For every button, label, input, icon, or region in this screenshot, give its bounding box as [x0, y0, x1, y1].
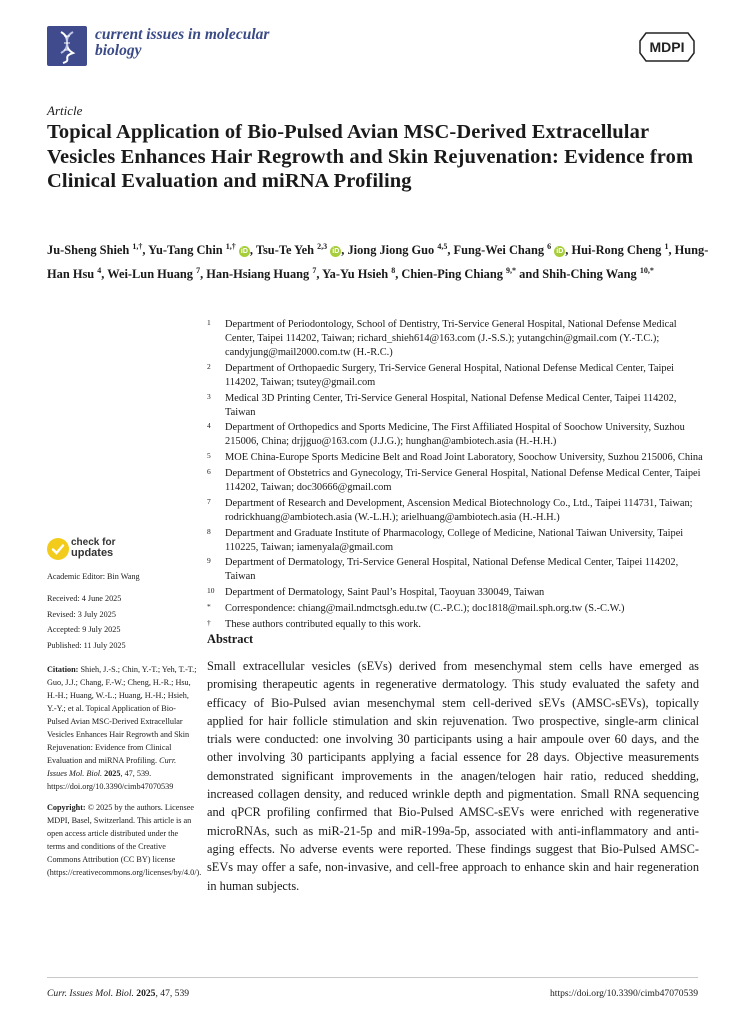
affiliation-number: †	[207, 617, 211, 627]
author-name: Jiong Jiong Guo	[347, 243, 438, 258]
author-affiliation-mark: 8	[391, 265, 396, 275]
dates	[47, 591, 197, 653]
affiliation-number: *	[207, 601, 211, 611]
citation-year: 2025	[102, 769, 121, 778]
author-affiliation-mark: 1,†	[132, 242, 143, 251]
author[interactable]	[322, 267, 395, 281]
affiliation-number: 7	[207, 496, 211, 506]
mdpi-logo-icon[interactable]	[636, 31, 698, 63]
affiliation-item	[207, 362, 707, 390]
author-affiliation-mark: 1	[664, 242, 669, 251]
footer-citation	[47, 988, 189, 999]
affiliation-text: Department of Dermatology, Tri-Service General Hospital, National Defense Medical Center, Taipei 114202, Taiwan	[225, 557, 679, 583]
author[interactable]	[206, 267, 316, 281]
affiliation-number: 3	[207, 391, 211, 401]
check-for-updates-line1: check for	[71, 537, 116, 548]
academic-editor: Academic Editor: Bin Wang	[47, 572, 140, 581]
affiliation-text: MOE China-Europe Sports Medicine Belt and Road Joint Laboratory, Soochow University, Suzhou 215006, China	[225, 452, 703, 464]
citation-journal: Curr. Issues Mol. Biol.	[47, 756, 177, 778]
footer-journal: Curr. Issues Mol. Biol.	[47, 988, 134, 999]
published-date: Published: 11 July 2025	[47, 640, 126, 650]
footer-volume: , 47, 539	[155, 988, 190, 999]
affiliation-number: 9	[207, 556, 211, 566]
affiliation-item	[207, 318, 707, 360]
author-affiliation-mark: 7	[312, 265, 317, 275]
author-name: Han-Hsiang Huang	[206, 266, 313, 281]
author-affiliation-mark: 9,*	[506, 265, 517, 275]
check-for-updates-icon	[47, 538, 69, 560]
accepted-date: Accepted: 9 July 2025	[47, 625, 121, 634]
orcid-icon[interactable]: iD	[556, 248, 564, 256]
affiliation-item	[207, 467, 707, 495]
citation-tail[interactable]: , 47, 539. https://doi.org/10.3390/cimb47070539	[47, 769, 174, 791]
affiliation-item	[207, 556, 707, 584]
author-name: Shih-Ching Wang	[542, 266, 640, 281]
sidebar	[47, 570, 202, 887]
orcid-icon[interactable]: iD	[332, 248, 340, 256]
affiliations	[207, 318, 707, 634]
affiliation-text: Department and Graduate Institute of Pharmacology, College of Medicine, National Taiwan University, Taipei 110225, Taiwan; iamenyala@gmail.com	[225, 527, 684, 553]
author-name: Hung-Han Hsu	[47, 243, 709, 281]
footer-divider	[47, 977, 698, 978]
affiliation-item	[207, 421, 707, 449]
copyright-text: © 2025 by the authors. Licensee MDPI, Basel, Switzerland. This article is an open access article distributed under the terms and conditions of the Creative Commons Attribution (CC BY) license (https://creativecommons.org/licenses/by/4.0/).	[47, 803, 202, 877]
abstract-text: Small extracellular vesicles (sEVs) derived from mesenchymal stem cells have emerged as promising therapeutic agents in regenerative dermatology. This study evaluated the safety and efficacy of Bio-Pulsed avian mesenchymal stem cell-derived sEVs (AMSC-sEVs), topically applied for hair follicle stimulation and skin rejuvenation. Two prospective, single-arm clinical trials were conducted: one involving 30 participants using a hair ampoule over 60 days, and the other involving 30 participants applying a facial essence for 28 days. Objective measurements demonstrated significant improvements in the anagen/telogen hair ratio, reduced shedding, increased collagen density, and reduced wrinkle depth and pigmentation. Small RNA sequencing and qPCR profiling confirmed that Bio-Pulsed AMSC-sEVs were enriched with regenerative microRNAs, such as miR-21-5p and miR-199a-5p, associated with anti-inflammatory and anti-aging effects. No adverse events were reported. These findings suggest that Bio-Pulsed AMSC-sEVs may offer a safe, non-invasive, and cell-free approach to enhance skin and hair regeneration in human subjects.	[207, 659, 699, 893]
affiliation-number: 6	[207, 466, 211, 476]
article-type: Article	[47, 103, 83, 118]
author-name: Tsu-Te Yeh	[255, 243, 318, 258]
affiliation-number: 1	[207, 318, 211, 327]
affiliation-item	[207, 451, 707, 465]
affiliation-text: These authors contributed equally to this work.	[225, 618, 421, 630]
affiliation-text: Department of Orthopaedic Surgery, Tri-Service General Hospital, National Defense Medical Center, Taipei 114202, Taiwan; tsutey@gmail.com	[225, 362, 675, 388]
affiliation-text: Department of Periodontology, School of Dentistry, Tri-Service General Hospital, National Defense Medical Center, Taipei 114202, Taiwan; richard_shieh614@163.com (J.-S.S.); yutangchin@gmail.com (Y.-T.C.); candyjung@mail2000.com.tw (H.-R.C.)	[225, 319, 677, 358]
affiliation-item	[207, 497, 707, 525]
received-date: Received: 4 June 2025	[47, 594, 122, 603]
abstract-heading: Abstract	[207, 632, 254, 646]
affiliation-number: 4	[207, 421, 211, 431]
affiliation-text: Department of Dermatology, Saint Paul’s Hospital, Taoyuan 330049, Taiwan	[225, 587, 545, 599]
affiliation-text: Department of Orthopedics and Sports Medicine, The First Affiliated Hospital of Soochow University, Suzhou 215006, China; drjjguo@163.com (J.J.G.); hunghan@ambiotech.asia (H.-H.H.)	[225, 422, 685, 448]
affiliation-item	[207, 618, 707, 632]
affiliation-item	[207, 586, 707, 600]
affiliation-number: 8	[207, 526, 211, 536]
author[interactable]	[454, 243, 566, 257]
author[interactable]	[47, 243, 142, 257]
article-title: Topical Application of Bio-Pulsed Avian MSC-Derived Extracellular Vesicles Enhances Hair Regrowth and Skin Rejuvenation: Evidence from Clinical Evaluation and miRNA Profiling	[47, 121, 694, 192]
author-name: Ju-Sheng Shieh	[47, 243, 133, 258]
journal-name: current issues in molecular biology	[95, 26, 270, 59]
author-affiliation-mark: 4,5	[437, 242, 448, 251]
affiliation-number: 5	[207, 451, 211, 461]
footer-year: 2025	[133, 988, 156, 999]
affiliation-text: Medical 3D Printing Center, Tri-Service General Hospital, National Defense Medical Center, Taipei 114202, Taiwan	[225, 392, 677, 418]
affiliation-number: 10	[207, 586, 215, 596]
affiliation-text: Correspondence: chiang@mail.ndmctsgh.edu.tw (C.-P.C.); doc1818@mail.sph.org.tw (S.-C.W.)	[225, 602, 625, 614]
revised-date: Revised: 3 July 2025	[47, 609, 116, 619]
author-affiliation-mark: 7	[196, 265, 201, 275]
citation-label: Citation:	[47, 665, 79, 674]
author-list: Ju-Sheng Shieh $^{1,\dagger}$, Yu-Tang Chin $^{1,\dagger}$ iD , Tsu-Te Yeh $^{2,3}$ iD , Jiong Jiong Guo $^{4,5}$, Fung-Wei Chang $^6$ iD , Hui-Rong Cheng $^1$, Hung-Han Hsu $^4$, Wei-Lun Huang $^7$, Han-Hsiang Huang $^7$, Ya-Yu Hsieh $^8$, Chien-Ping Chiang $^{9,*}$ and Shih-Ching Wang $^{10,*}$	[47, 242, 709, 281]
author-name: Chien-Ping Chiang	[401, 266, 507, 281]
author[interactable]	[148, 243, 250, 257]
author-name: Fung-Wei Chang	[453, 243, 548, 258]
author-name: Hui-Rong Cheng	[571, 243, 665, 258]
author-name: Yu-Tang Chin	[148, 243, 226, 258]
author[interactable]	[107, 267, 200, 281]
publisher-name: MDPI	[649, 39, 685, 55]
citation-block	[47, 663, 197, 793]
author-affiliation-mark: 1,†	[225, 242, 236, 251]
author[interactable]	[571, 243, 668, 257]
author-affiliation-mark: 2,3	[317, 242, 328, 251]
check-for-updates-button[interactable]	[47, 537, 147, 565]
check-for-updates-line2: updates	[71, 547, 114, 559]
author-name: Ya-Yu Hsieh	[322, 266, 392, 281]
copyright-block	[47, 801, 202, 879]
orcid-icon[interactable]: iD	[240, 248, 248, 256]
author-name: Wei-Lun Huang	[107, 266, 197, 281]
affiliation-number: 2	[207, 361, 211, 371]
citation-text: Shieh, J.-S.; Chin, Y.-T.; Yeh, T.-T.; Guo, J.J.; Chang, F.-W.; Cheng, H.-R.; Hsu, H.-H.; Huang, W.-L.; Huang, H.-H.; Hsieh, Y.-Y.; et al. Topical Application of Bio-Pulsed Avian MSC-Derived Extracellular Vesicles Enhances Hair Regrowth and Skin Rejuvenation: Evidence from Clinical Evaluation and miRNA Profiling.	[47, 665, 197, 765]
affiliation-item	[207, 527, 707, 555]
author-affiliation-mark: 10,*	[639, 265, 654, 275]
affiliation-item	[207, 602, 707, 616]
affiliation-item	[207, 392, 707, 420]
affiliation-text: Department of Research and Development, Ascension Medical Biotechnology Co., Ltd., Taipei 114731, Taiwan; rodrickhuang@ambiotech.asia (W.-L.H.); arielhuang@ambiotech.asia (H.-H.H.)	[225, 497, 693, 523]
affiliation-text: Department of Obstetrics and Gynecology, Tri-Service General Hospital, National Defense Medical Center, Taipei 114202, Taiwan; doc30666@gmail.com	[225, 467, 701, 493]
author[interactable]	[256, 243, 341, 257]
author[interactable]	[401, 267, 516, 281]
copyright-label: Copyright:	[47, 803, 86, 812]
author-affiliation-mark: 4	[97, 265, 102, 275]
journal-logo-icon	[47, 26, 87, 66]
author-affiliation-mark: 6	[547, 242, 552, 251]
author[interactable]	[347, 243, 447, 257]
author[interactable]	[542, 267, 654, 281]
footer-doi-link[interactable]: https://doi.org/10.3390/cimb47070539	[550, 988, 698, 999]
